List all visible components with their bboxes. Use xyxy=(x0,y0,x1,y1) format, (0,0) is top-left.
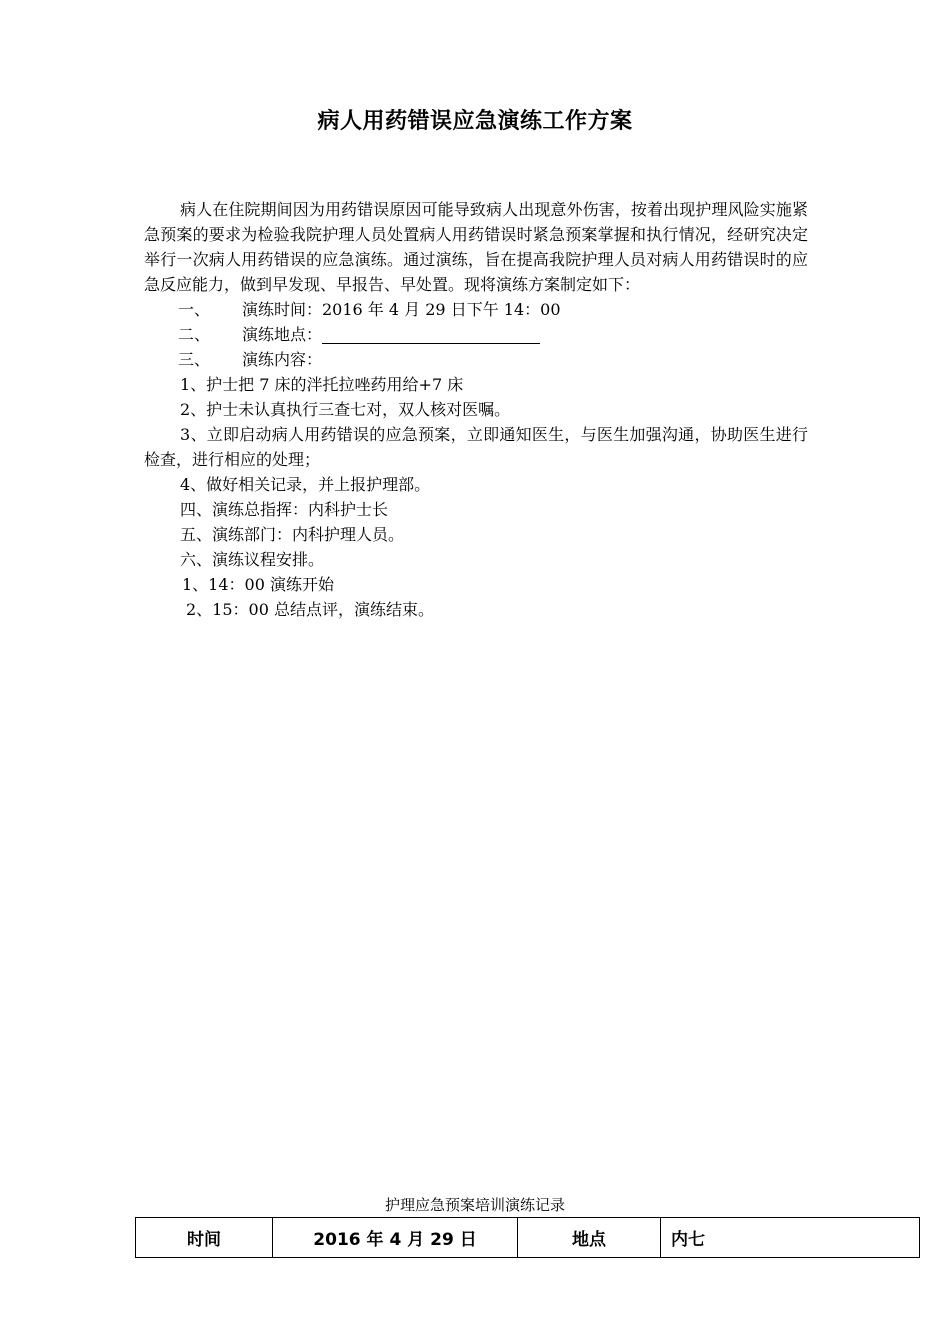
record-caption: 护理应急预案培训演练记录 xyxy=(384,1196,565,1214)
content-item: 1、护士把 7 床的泮托拉唑药用给+7 床 xyxy=(180,375,464,394)
document-title: 病人用药错误应急演练工作方案 xyxy=(317,109,633,134)
section-location xyxy=(144,322,808,347)
section-time xyxy=(144,297,808,322)
section-agenda: 六、演练议程安排。 xyxy=(180,550,325,569)
record-location-label: 地点 xyxy=(518,1218,661,1258)
section-number: 三、 xyxy=(178,350,211,369)
document-body xyxy=(144,197,808,622)
content-item: 2、护士未认真执行三查七对，双人核对医嘱。 xyxy=(180,400,511,419)
section-number: 二、 xyxy=(178,325,211,344)
content-item: 4、做好相关记录，并上报护理部。 xyxy=(180,475,431,494)
schedule-item: 2、15：00 总结点评，演练结束。 xyxy=(186,600,434,619)
section-department: 五、演练部门：内科护理人员。 xyxy=(180,525,405,544)
table-row xyxy=(136,1218,920,1258)
location-blank-line xyxy=(322,324,540,344)
section-content xyxy=(144,347,808,372)
record-time-value: 2016 年 4 月 29 日 xyxy=(273,1218,518,1258)
section-text: 演练地点： xyxy=(242,325,323,344)
record-time-label: 时间 xyxy=(136,1218,273,1258)
record-location-value: 内七 xyxy=(661,1218,920,1258)
section-text: 演练内容： xyxy=(242,350,323,369)
section-commander: 四、演练总指挥：内科护士长 xyxy=(180,500,389,519)
section-number: 一、 xyxy=(178,300,211,319)
schedule-item: 1、14：00 演练开始 xyxy=(182,575,334,594)
record-table xyxy=(135,1217,920,1258)
section-text: 演练时间：2016 年 4 月 29 日下午 14：00 xyxy=(242,300,561,319)
content-item: 3、立即启动病人用药错误的应急预案，立即通知医生，与医生加强沟通，协助医生进行检查，进行相应的处理； xyxy=(144,425,808,469)
intro-paragraph: 病人在住院期间因为用药错误原因可能导致病人出现意外伤害，按着出现护理风险实施紧急预案的要求为检验我院护理人员处置病人用药错误时紧急预案掌握和执行情况，经研究决定举行一次病人用药错误的应急演练。通过演练，旨在提高我院护理人员对病人用药错误时的应急反应能力，做到早发现、早报告、早处置。现将演练方案制定如下： xyxy=(144,200,808,294)
